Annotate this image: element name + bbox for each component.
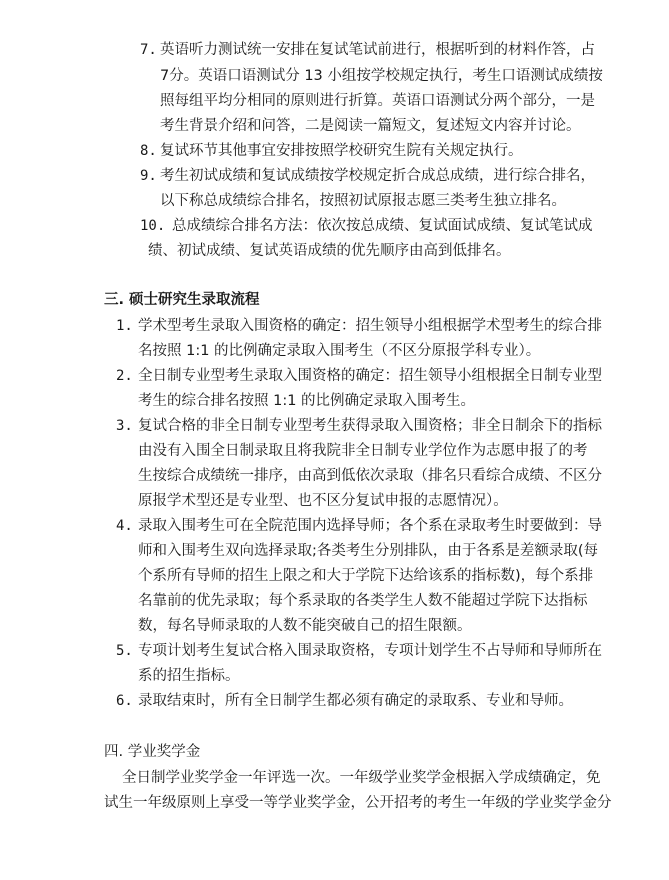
section-heading: 四. 学业奖学金 — [104, 744, 201, 760]
text-line: 复试合格的非全日制专业型考生获得录取入围资格；非全日制余下的指标 — [138, 418, 602, 434]
text-line: 考生的综合排名按照 1:1 的比例确定录取入围考生。 — [138, 393, 476, 409]
text-line: 专项计划考生复试合格入围录取资格，专项计划学生不占导师和导师所在 — [138, 643, 602, 659]
text-line: 全日制专业型考生录取入围资格的确定：招生领导小组根据全日制专业型 — [138, 368, 602, 384]
text-line: 师和入围考生双向选择录取;各类考生分别排队，由于各系是差额录取(每 — [138, 543, 599, 559]
text-line: 录取入围考生可在全院范围内选择导师；各个系在录取考生时要做到：导 — [138, 518, 602, 534]
item-number: 3. — [116, 418, 133, 434]
text-line: 考生背景介绍和问答，二是阅读一篇短文，复述短文内容并讨论。 — [160, 118, 581, 134]
text-line: 英语听力测试统一安排在复试笔试前进行，根据听到的材料作答，占 — [160, 42, 595, 58]
item-number: 5. — [116, 643, 133, 659]
text-line: 学术型考生录取入围资格的确定：招生领导小组根据学术型考生的综合排 — [138, 318, 602, 334]
text-line: 由没有入围全日制录取且将我院非全日制专业学位作为志愿申报了的考 — [138, 443, 588, 459]
text-line: 以下称总成绩综合排名，按照初试原报志愿三类考生独立排名。 — [160, 193, 566, 209]
item-number: 4. — [116, 518, 133, 534]
text-line: 个系所有导师的招生上限之和大于学院下达给该系的指标数)，每个系排 — [138, 568, 594, 584]
item-number: 9. — [140, 168, 157, 184]
text-line: 绩、初试成绩、复试英语成绩的优先顺序由高到低排名。 — [148, 243, 511, 259]
text-line: 录取结束时，所有全日制学生都必须有确定的录取系、专业和导师。 — [138, 693, 573, 709]
item-number: 2. — [116, 368, 133, 384]
text-line: 复试环节其他事宜安排按照学校研究生院有关规定执行。 — [160, 143, 523, 159]
text-line: 系的招生指标。 — [138, 668, 240, 684]
text-line: 名靠前的优先录取；每个系录取的各类学生人数不能超过学院下达指标 — [138, 593, 588, 609]
item-number: 8. — [140, 143, 157, 159]
text-line: 考生初试成绩和复试成绩按学校规定折合成总成绩，进行综合排名， — [160, 168, 595, 184]
paragraph-line: 试生一年级原则上享受一等学业奖学金，公开招考的考生一年级的学业奖学金分 — [104, 795, 612, 811]
text-line: 总成绩综合排名方法：依次按总成绩、复试面试成绩、复试笔试成 — [172, 218, 593, 234]
paragraph-line: 全日制学业奖学金一年评选一次。一年级学业奖学金根据入学成绩确定，免 — [122, 770, 601, 786]
text-line: 生按综合成绩统一排序，由高到低依次录取（排名只看综合成绩、不区分 — [138, 468, 602, 484]
section-heading: 三. 硕士研究生录取流程 — [104, 292, 260, 308]
item-number: 10. — [140, 218, 166, 234]
text-line: 7分。英语口语测试分 13 小组按学校规定执行，考生口语测试成绩按 — [160, 68, 603, 84]
item-number: 7. — [140, 42, 157, 58]
text-line: 原报学术型还是专业型、也不区分复试申报的志愿情况）。 — [138, 493, 508, 509]
text-line: 数，每名导师录取的人数不能突破自己的招生限额。 — [138, 618, 472, 634]
text-line: 照每组平均分相同的原则进行折算。英语口语测试分两个部分，一是 — [160, 93, 595, 109]
item-number: 6. — [116, 693, 133, 709]
text-line: 名按照 1:1 的比例确定录取入围考生（不区分原报学科专业）。 — [138, 343, 541, 359]
item-number: 1. — [116, 318, 133, 334]
